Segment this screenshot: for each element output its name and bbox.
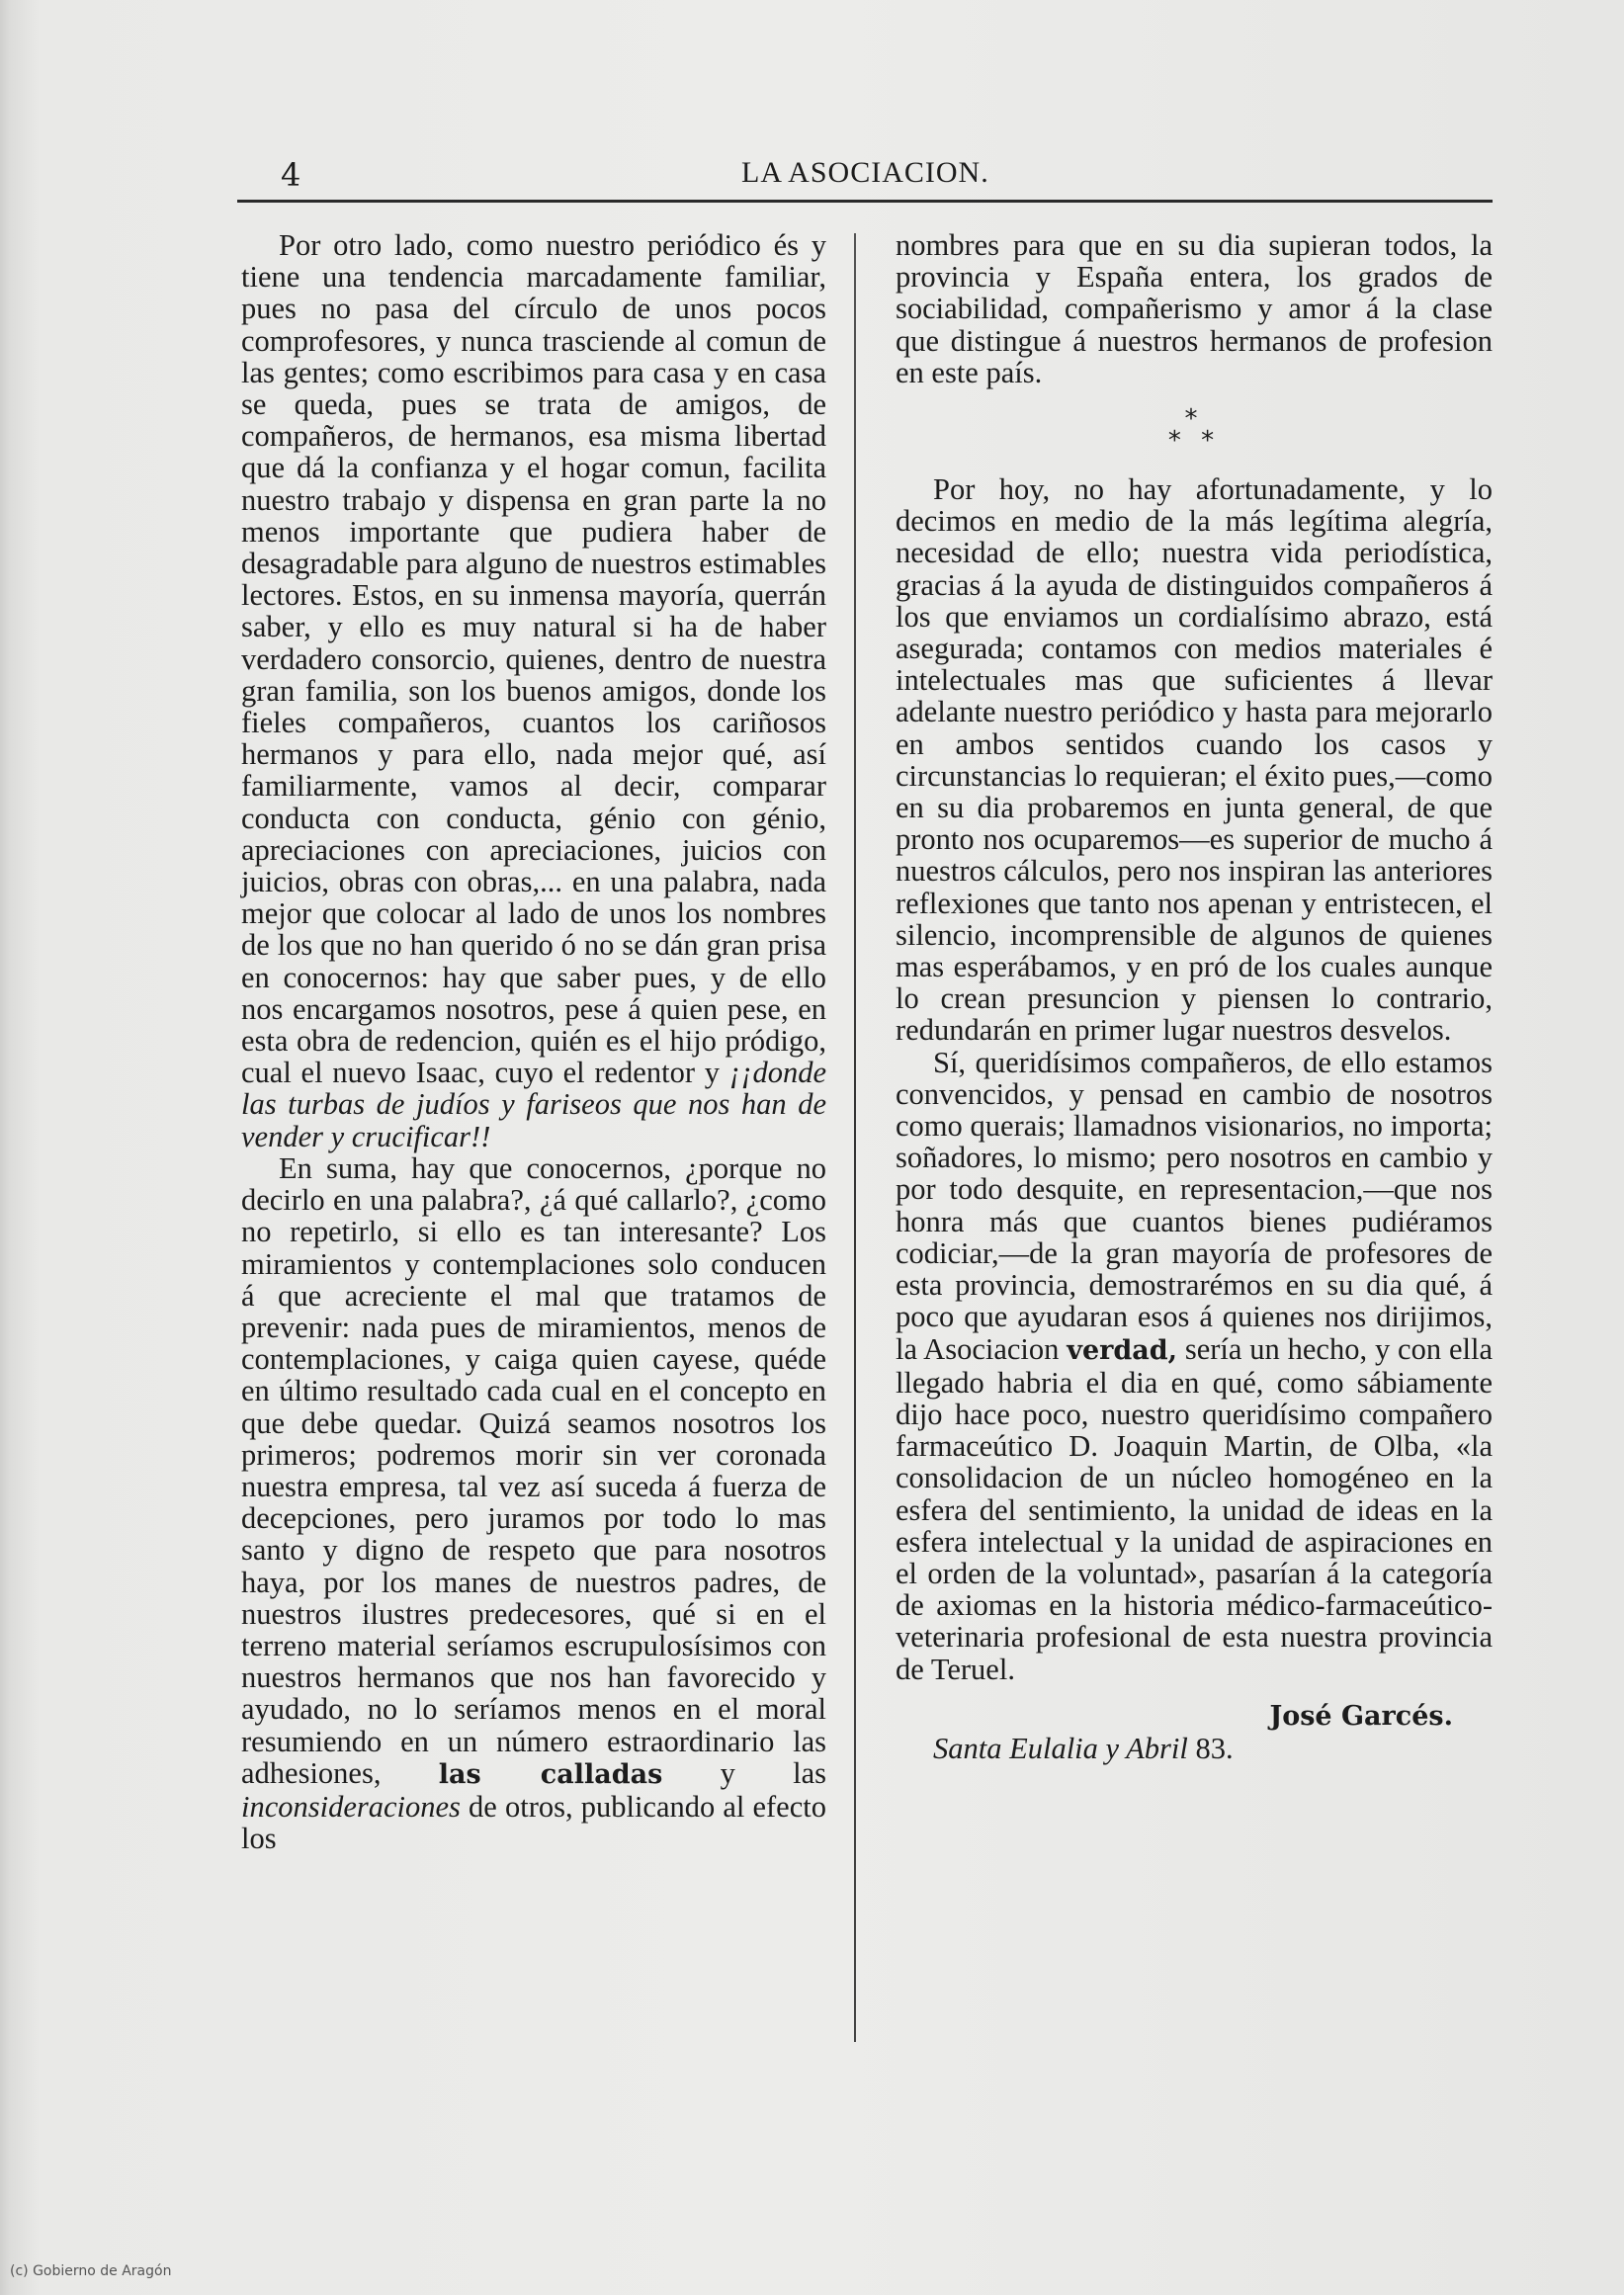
right-paragraph-2 (896, 1047, 1493, 1685)
left-p2-end: de otros, publicando al efecto los (241, 1789, 826, 1856)
left-column (241, 229, 826, 1854)
asterism-top: * (1184, 404, 1204, 435)
signature: José Garcés. (1269, 1700, 1453, 1732)
page-number: 4 (281, 156, 301, 194)
left-p2-mid: y las (662, 1755, 827, 1790)
right-p2-end: sería un hecho, y con ella llegado habria el dia en qué, como sábiamente dijo hace poco, nuestro queridísimo compañero farmaceútico D. Joaquin Martin, de Olba, «la consolidacion de un núcleo homogéneo en la esfera del sentimiento, la unidad de ideas en la esfera intelectual y la unidad de aspiraciones en el orden de la voluntad», pasarían á la categoría de axiomas en la historia médico-farmaceútico-veterinaria profesional de esta nuestra provincia de Teruel. (896, 1331, 1493, 1686)
asterism (896, 404, 1493, 457)
right-column (896, 229, 1493, 1764)
dateline-year: 83. (1187, 1731, 1234, 1765)
column-divider (854, 233, 856, 2042)
page-header (237, 148, 1493, 204)
left-p2-italic: inconsideraciones (241, 1789, 461, 1824)
right-p2-text: Sí, queridísimos compañeros, de ello estamos convencidos, y pensad en cambio de nosotros como querais; llamadnos visionarios, no importa; soñadores, lo mismo; pero nosotros en cambio y por todo desquite, en representacion,—que nos honra más que cuantos bienes pudiéramos codiciar,—de la gran mayoría de profesores de esta provincia, demostrarémos en su dia qué, á poco que ayudaran esos á quienes nos dirijimos, la Asociacion (896, 1045, 1493, 1366)
right-paragraph-0: nombres para que en su dia supieran todos, la provincia y España entera, los grados de sociabilidad, compañerismo y amor á la clase que distingue á nuestros hermanos de profesion en este país. (896, 228, 1493, 389)
header-rule (237, 200, 1493, 203)
left-paragraph-1 (241, 229, 826, 1152)
right-paragraph-1: Por hoy, no hay afortunadamente, y lo decimos en medio de la más legítima alegría, necesidad de ello; nuestra vida periodística, gracias á la ayuda de distinguidos compañeros á los que enviamos un cordialísimo abrazo, está asegurada; contamos con medios materiales é intelectuales mas que suficientes á llevar adelante nuestro periódico y hasta para mejorarlo en ambos sentidos cuando los casos y circunstancias lo requieran; el éxito pues,—como en su dia probaremos en junta general, de que pronto nos ocuparemos—es superior de mucho á nuestros cálculos, pero nos inspiran las anteriores reflexiones que tanto nos apenan y entristecen, el silencio, incomprensible de algunos de quienes mas esperábamos, y en pró de los cuales aunque lo crean presuncion y piensen lo contrario, redundarán en primer lugar nuestros desvelos. (896, 472, 1493, 1048)
dateline (896, 1733, 1493, 1764)
left-p1-italic: ¡¡donde las turbas de judíos y fariseos que nos han de vender y crucificar!! (241, 1056, 826, 1153)
left-p1-text: Por otro lado, como nuestro periódico és y tiene una tendencia marcadamente familiar, pues no pasa del círculo de unos pocos comprofesores, y nunca trasciende al comun de las gentes; como escribimos para casa y en casa se queda, pues se trata de amigos, de compañeros, de hermanos, esa misma libertad que dá la confianza y el hogar comun, facilita nuestro trabajo y dispensa en gran parte la no menos importante que pudiera haber de desagradable para alguno de nuestros estimables lectores. Estos, en su inmensa mayoría, querrán saber, y ello es muy natural si ha de haber verdadero consorcio, quienes, dentro de nuestra gran familia, son los buenos amigos, donde los fieles compañeros, cuantos los cariñosos hermanos y para ello, nada mejor qué, así familiarmente, vamos al decir, comparar conducta con conducta, génio con génio, apreciaciones con apreciaciones, juicios con juicios, obras con obras,... en una palabra, nada mejor que colocar al lado de unos los nombres de los que no han querido ó no se dán gran prisa en conocernos: hay que saber pues, y de ello nos encargamos nosotros, pese á quien pese, en esta obra de redencion, quién es el hijo pródigo, cual el nuevo Isaac, cuyo el redentor y (241, 228, 826, 1090)
asterism-bottom: * * (1167, 426, 1221, 457)
running-title: LA ASOCIACION. (741, 156, 989, 189)
left-paragraph-2 (241, 1152, 826, 1854)
dateline-place: Santa Eulalia y Abril (933, 1731, 1188, 1765)
left-p2-text: En suma, hay que conocernos, ¿porque no decirlo en una palabra?, ¿á qué callarlo?, ¿como no repetirlo, si ello es tan interesante? Los miramientos y contemplaciones solo conducen á que acreciente el mal que tratamos de prevenir: nada pues de miramientos, menos de contemplaciones, y caiga quien cayese, quéde en último resultado cada cual en el concepto en que debe quedar. Quizá seamos nosotros los primeros; podremos morir sin ver coronada nuestra empresa, tal vez así suceda á fuerza de decepciones, pero juramos por todo lo mas santo y digno de respeto que para nosotros haya, por los manes de nuestros padres, de nuestros ilustres predecesores, qué si en el terreno material seríamos escrupulosísimos con nuestros hermanos que nos han favorecido y ayudado, no lo seríamos menos en el moral resumiendo en un número estraordinario las adhesiones, (241, 1150, 826, 1790)
copyright-notice: (c) Gobierno de Aragón (10, 2263, 172, 2279)
right-p2-bold: verdad, (1067, 1334, 1177, 1366)
left-p2-bold: las calladas (438, 1758, 663, 1790)
